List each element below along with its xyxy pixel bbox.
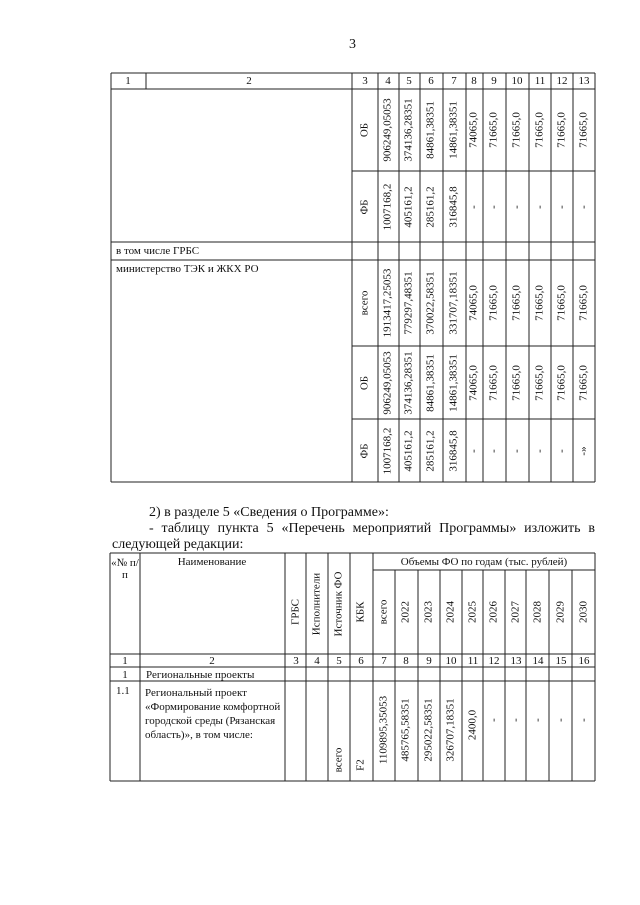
budget-value: 71665,0 [555,112,568,148]
column-number: 16 [578,655,590,667]
budget-type-label: ФБ [358,442,371,459]
project-value: 485765,58351 [399,698,412,762]
budget-value: - [555,448,568,453]
year-header: 2023 [422,601,435,623]
budget-value: - [510,204,523,209]
column-header-name: Наименование [177,556,247,568]
budget-value: 405161,2 [402,185,415,228]
budget-value: 71665,0 [487,364,500,401]
column-number: 5 [406,75,412,87]
budget-value: - [555,204,568,209]
budget-value: 71665,0 [510,285,523,321]
budget-value: 285161,2 [424,429,437,472]
budget-type-label: OБ [358,375,371,390]
column-number: 12 [488,655,500,667]
budget-value: 370022,58351 [424,271,437,335]
table-grid [109,552,597,783]
column-number: 8 [403,655,409,667]
budget-value: - [577,204,590,209]
budget-value: 71665,0 [555,285,568,321]
project-value: 1109895,35053 [377,695,390,765]
year-header: 2022 [399,601,412,623]
column-number: 11 [467,655,479,667]
column-number: 15 [555,655,567,667]
column-number: 1 [122,655,128,667]
budget-value: 1913417,25053 [381,268,394,338]
budget-value: 374136,28351 [402,350,415,415]
column-number: 8 [471,75,477,87]
budget-value: 71665,0 [577,364,590,401]
year-header: 2027 [509,601,522,623]
budget-value: 1007168,2 [381,183,394,230]
budget-value: 71665,0 [510,364,523,401]
budget-value: 285161,2 [424,185,437,228]
column-header-funding-source: Источник ФО [332,571,345,637]
budget-value: 1007168,2 [381,427,394,474]
project-value: 295022,58351 [422,698,435,762]
budget-value: 71665,0 [577,285,590,321]
column-number: 10 [445,655,457,667]
funding-source-value: всего [332,747,345,773]
budget-value: 71665,0 [487,112,500,148]
column-number: 6 [428,75,434,87]
column-number: 4 [314,655,320,667]
column-number: 3 [362,75,368,87]
project-value: 2400,0 [466,709,479,741]
budget-value: 71665,0 [533,364,546,401]
budget-type-label: OБ [358,122,371,138]
column-number: 9 [426,655,432,667]
budget-value: 71665,0 [533,112,546,148]
budget-value: - [510,448,523,453]
section-name: Региональные проекты [146,669,255,681]
project-name: Региональный проект «Формирование комфортной городской среды (Рязанская область)», в том числе: [145,687,281,741]
project-value: - [487,718,500,722]
budget-value: - [487,448,500,453]
column-header-number: «№ п/п [111,557,139,581]
year-header: 2024 [444,601,457,623]
grbs-subheading: в том числе ГРБС [116,245,200,257]
budget-value: 71665,0 [555,364,568,401]
column-number: 3 [293,655,299,667]
budget-type-label: ФБ [358,198,371,215]
project-value: - [554,718,567,722]
budget-value: 74065,0 [467,112,480,148]
column-header-executors: Исполнители [310,572,323,636]
budget-value: 74065,0 [467,285,480,321]
budget-value: 71665,0 [487,285,500,321]
budget-value: - [467,204,480,209]
budget-value: - [533,448,546,453]
budget-value: - [533,204,546,209]
column-number: 7 [381,655,387,667]
budget-value: 906249,05053 [381,350,394,415]
column-number: 11 [534,75,546,87]
column-number: 4 [385,75,391,87]
budget-value: 316845,8 [447,185,460,228]
budget-value: - [467,448,480,453]
year-header: 2028 [531,601,544,623]
kbk-value: F2 [354,759,367,771]
column-header-kbk: КБК [354,601,367,623]
budget-value: 84861,38351 [424,353,437,412]
column-number: 13 [578,75,590,87]
year-header: 2030 [577,601,590,623]
budget-value: 74065,0 [467,364,480,401]
column-number: 1 [125,75,131,87]
budget-value: 71665,0 [510,112,523,148]
column-number: 2 [246,75,252,87]
budget-value: 405161,2 [402,429,415,472]
section5-intro: 2) в разделе 5 «Сведения о Программе»: [149,505,389,520]
column-number: 2 [209,655,215,667]
column-number: 14 [532,655,544,667]
project-value: 326707,18351 [444,698,457,762]
budget-value: 906249,05053 [381,98,394,162]
row-number: 1.1 [116,685,130,697]
project-value: - [577,718,590,722]
column-number: 7 [451,75,457,87]
instruction-text-cont: следующей редакции: [112,537,244,552]
budget-value: 374136,28351 [402,98,415,162]
year-header: 2026 [487,601,500,623]
section-number: 1 [122,669,128,681]
project-value: - [509,718,522,722]
year-header: всего [377,599,390,625]
budget-value: 331707,18351 [447,271,460,335]
instruction-text: - таблицу пункта 5 «Перечень мероприятий Программы» изложить в [149,521,595,536]
budget-value: -» [577,445,590,456]
table-grid [110,72,597,484]
budget-value: 71665,0 [577,112,590,148]
budget-value: 71665,0 [533,285,546,321]
budget-value: 779297,48351 [402,271,415,335]
budget-type-label: всего [358,290,371,316]
column-number: 9 [491,75,497,87]
budget-value: 84861,38351 [424,101,437,159]
column-number: 6 [358,655,364,667]
budget-value: 14861,38351 [447,353,460,412]
budget-value: 316845,8 [447,429,460,472]
budget-value: - [487,204,500,209]
year-header: 2029 [554,601,567,623]
column-number: 10 [511,75,523,87]
project-value: - [531,718,544,722]
budget-value: 14861,38351 [447,101,460,159]
column-header-volumes: Объемы ФО по годам (тыс. рублей) [400,556,568,568]
ministry-name: министерство ТЭК и ЖКХ РО [116,263,259,275]
page-number: 3 [349,37,356,52]
column-header-grbs: ГРБС [289,598,302,626]
column-number: 12 [556,75,568,87]
column-number: 5 [336,655,342,667]
year-header: 2025 [466,601,479,623]
column-number: 13 [510,655,522,667]
